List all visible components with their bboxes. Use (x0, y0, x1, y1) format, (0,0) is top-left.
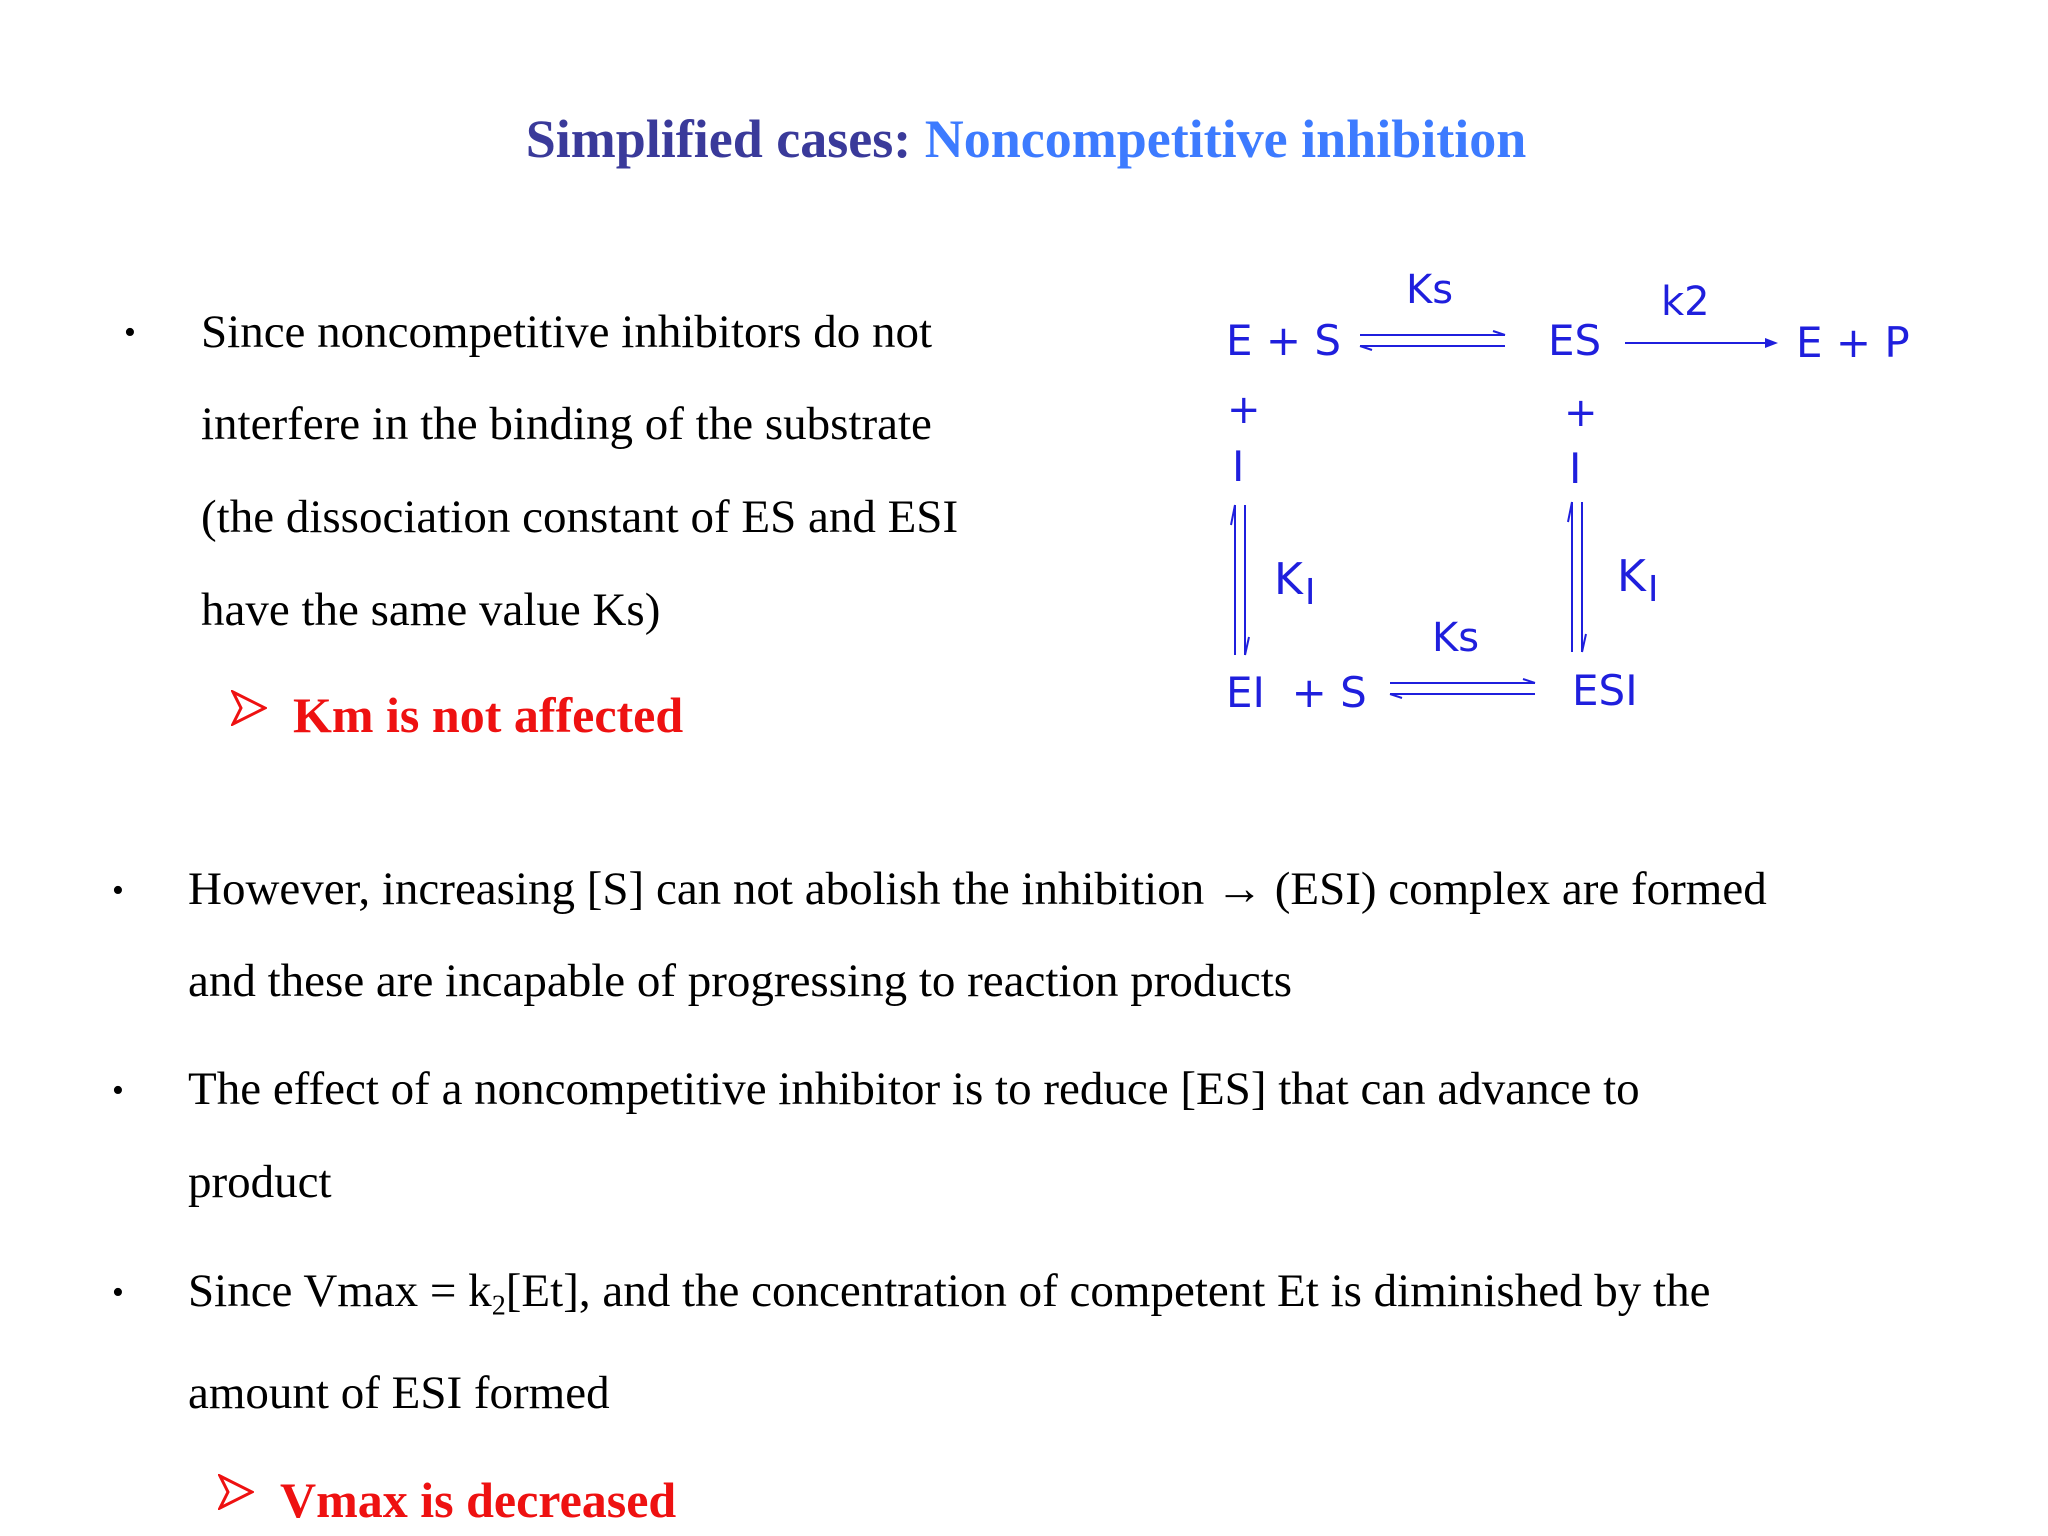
section2-bullet2-line1: The effect of a noncompetitive inhibitor is to reduce [ES] that can advance to (188, 1063, 1640, 1115)
ki-right-sub: I (1647, 569, 1659, 610)
ks-top-label: Ks (1406, 267, 1454, 313)
arrowhead-bullet-icon (218, 1474, 254, 1510)
ki-right-label (1617, 551, 1659, 610)
k2-arrow-head (1765, 338, 1778, 348)
section1-line-2: interfere in the binding of the substrate (201, 398, 932, 450)
ki-right-main: K (1617, 551, 1646, 602)
ki-left-label (1274, 554, 1316, 613)
km-conclusion: Km is not affected (293, 687, 684, 743)
species-es: ES (1548, 316, 1602, 365)
bullet-marker: • (124, 314, 136, 351)
vmax-eq-suffix: [Et], and the concentration of competent Et is diminished by the (505, 1265, 1711, 1317)
section2-bullet3-line1 (188, 1265, 1711, 1322)
species-e-plus-s: E + S (1226, 316, 1342, 365)
plus-right: + (1564, 390, 1598, 436)
vmax-conclusion: Vmax is decreased (280, 1472, 677, 1528)
section1-line-3: (the dissociation constant of ES and ESI (201, 491, 959, 543)
section2-bullet1-line2: and these are incapable of progressing to reaction products (188, 955, 1293, 1007)
title-topic: Noncompetitive inhibition (924, 109, 1527, 169)
bullet-marker: • (112, 872, 124, 909)
vmax-eq-prefix: Since Vmax = k (188, 1265, 492, 1317)
species-esi: ESI (1572, 666, 1638, 715)
section2-bullet1-line1: However, increasing [S] can not abolish the inhibition → (ESI) complex are formed (188, 863, 1767, 915)
plus-left: + (1227, 387, 1261, 433)
k2-subscript: 2 (491, 1290, 506, 1322)
section1-line-4: have the same value Ks) (201, 584, 661, 636)
inhibitor-left: I (1232, 442, 1245, 491)
section2-bullet3-line2: amount of ESI formed (188, 1367, 610, 1419)
k2-label: k2 (1661, 279, 1710, 325)
ki-left-main: K (1274, 554, 1303, 605)
bullet-marker: • (112, 1274, 124, 1311)
section2-bullet2-line2: product (188, 1156, 332, 1208)
ks-bottom-label: Ks (1432, 615, 1480, 661)
species-e-plus-p: E + P (1796, 318, 1910, 367)
section1-line-1: Since noncompetitive inhibitors do not (201, 306, 933, 358)
title-prefix: Simplified cases: (525, 109, 912, 169)
species-ei-plus-s: EI + S (1226, 668, 1367, 717)
inhibitor-right: I (1569, 444, 1582, 493)
bullet-marker: • (112, 1072, 124, 1109)
ki-left-sub: I (1304, 572, 1316, 613)
